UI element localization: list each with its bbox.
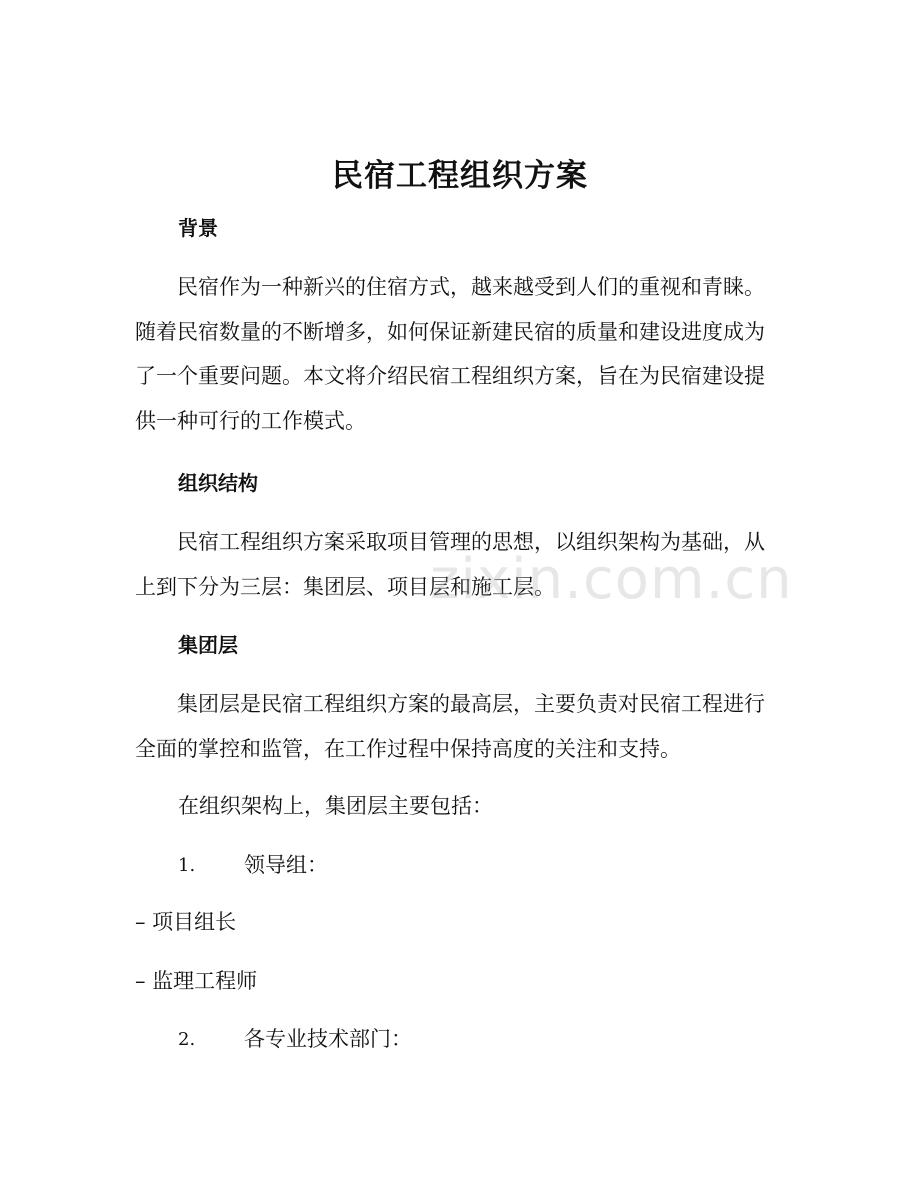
document-title: 民宿工程组织方案 [332,158,588,194]
paragraph-group: 集团层是民宿工程组织方案的最高层，主要负责对民宿工程进行全面的掌控和监管，在工作过程中保持高度的关注和支持。 [135,692,765,761]
list-subitem: – 监理工程师 [135,969,258,993]
heading-background: 背景 [178,216,218,240]
watermark-text: zixin.com.cn [430,547,793,612]
list-item-label-2: 各专业技术部门： [244,1027,412,1051]
list-item-label-1: 领导组： [244,853,328,877]
list-number-1: 1. [178,855,196,876]
heading-structure: 组织结构 [178,471,258,495]
paragraph-background: 民宿作为一种新兴的住宿方式，越来越受到人们的重视和青睐。随着民宿数量的不断增多，如何保证新建民宿的质量和建设进度成为了一个重要问题。本文将介绍民宿工程组织方案，旨在为民宿建设提供一种可行的工作模式。 [135,275,765,433]
heading-group: 集团层 [178,633,238,657]
list-number-2: 2. [178,1029,196,1050]
group-intro-line: 在组织架构上，集团层主要包括： [178,794,493,818]
list-subitem: – 项目组长 [135,910,237,934]
paragraph-structure: 民宿工程组织方案采取项目管理的思想，以组织架构为基础，从上到下分为三层：集团层、项目层和施工层。 [135,530,765,599]
